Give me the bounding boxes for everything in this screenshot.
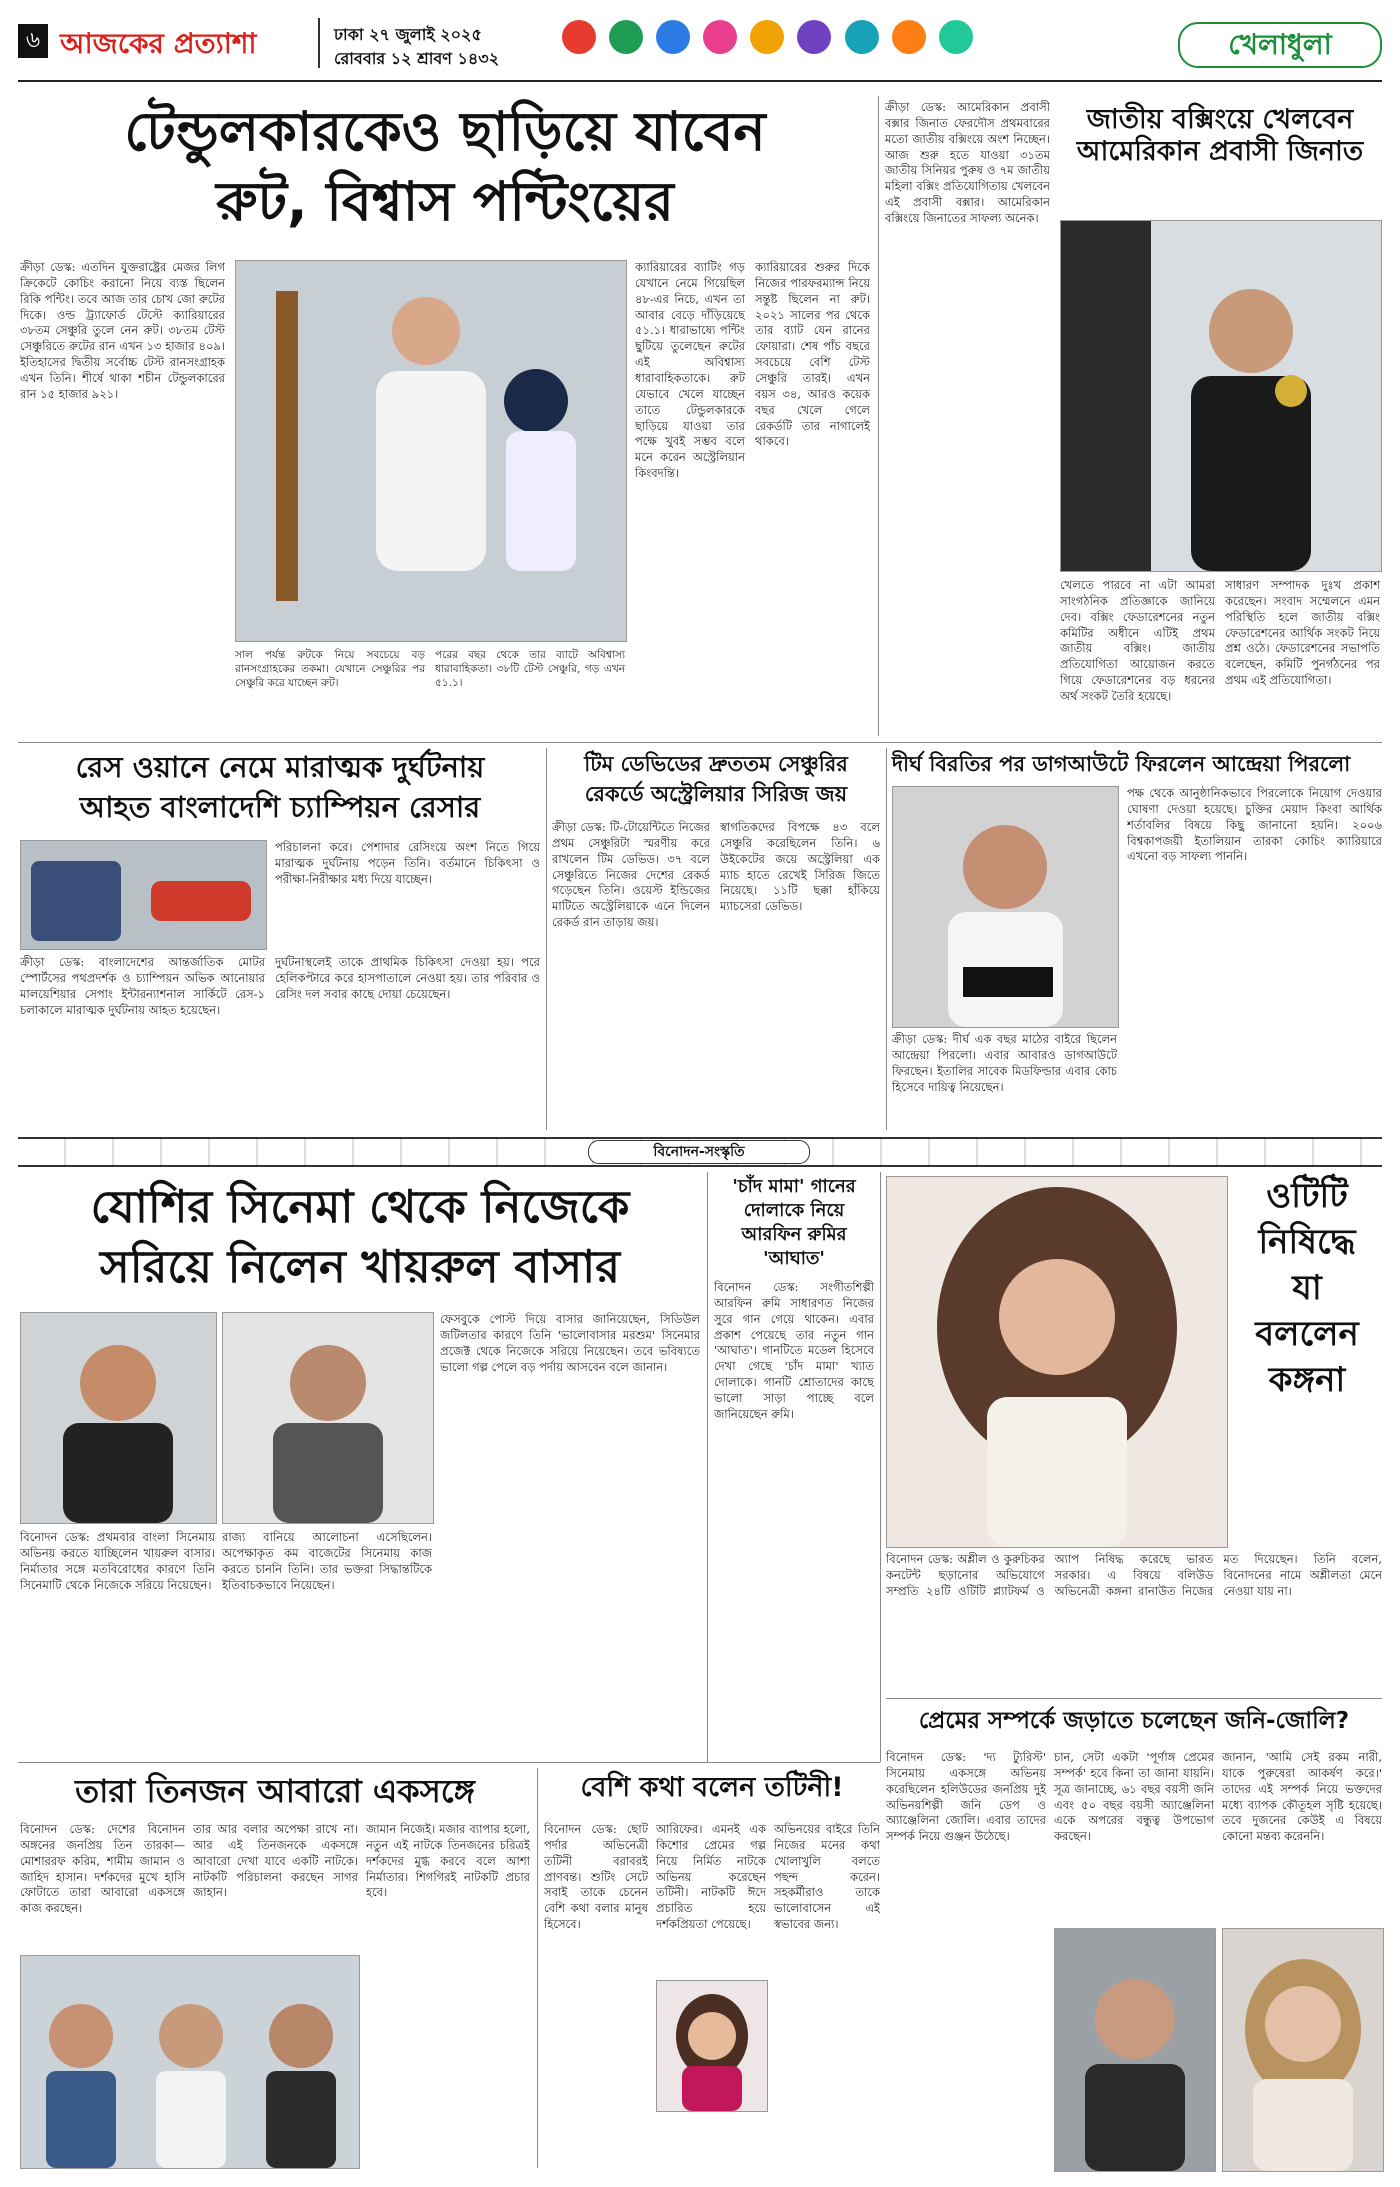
actor-illustration xyxy=(21,1313,216,1523)
actress-illustration xyxy=(887,1177,1227,1547)
jolie-photo xyxy=(1222,1928,1384,2172)
kangana-body: বিনোদন ডেস্ক: অশ্লীল ও কুরুচিকর কনটেন্ট ছড়ানোর অভিযোগে সম্প্রতি ২৪টি ওটিটি প্ল্যাটফর্ম ও অ্যাপ নিষিদ্ধ করেছে ভারত সরকার। এ বিষয়ে বলিউড অভিনেত্রী কঙ্গনা রানাউত নিজের মত দিয়েছেন। তিনি বলেন, বিনোদনের নামে অশ্লীলতা মেনে নেওয়া যায় না। xyxy=(886,1552,1382,1598)
kangana-photo xyxy=(886,1176,1228,1548)
root-photo xyxy=(235,260,627,642)
entertainment-strip xyxy=(18,1137,1382,1167)
cricketer-illustration xyxy=(236,261,626,641)
kangana-headline-line2: নিষিদ্ধে xyxy=(1258,1222,1356,1262)
bashar-photo-1 xyxy=(20,1312,217,1524)
chand-headline-line2: দোলাকে নিয়ে xyxy=(743,1200,845,1221)
david-headline-line1: টিম ডেভিডের দ্রুততম সেঞ্চুরির xyxy=(584,752,848,776)
zinat-body-bottom-1: খেলতে পারবে না এটা আমরা সাংগঠনিক প্রতিজ্ঞাকে জানিয়ে দেব। বক্সিং ফেডারেশনের নতুন কমিটির অধীনে এটিই প্রথম জাতীয় বক্সিং। জাতীয় প্রতিযোগিতা আয়োজন করতে গিয়ে ফেডারেশনের বড় ধরনের অর্থ সংকট তৈরি হয়েছে। xyxy=(1060,578,1215,704)
date-line-2: রোববার ১২ শ্রাবণ ১৪৩২ xyxy=(334,49,500,68)
three-body-col2: তার আর বলার অপেক্ষা রাখে না। আর এই তিনজনকে একসঙ্গে আবারো দেখা যাবে একটি নাটকে। নাটকটি পরিচালনা করছেন সাগর জাহান। xyxy=(193,1822,358,1900)
bashar-photo-2 xyxy=(222,1312,434,1524)
runner-icon xyxy=(562,20,596,54)
totini-photo xyxy=(656,1980,768,2112)
racer-body-col1: পরিচালনা করে। পেশাদার রেসিংয়ে অংশ নিতে গিয়ে মারাত্মক দুর্ঘটনায় পড়েন তিনি। বর্তমানে চিকিৎসা ও পরীক্ষা-নিরীক্ষার মধ্য দিয়ে যাচ্ছেন। xyxy=(275,840,540,886)
masthead xyxy=(18,14,1382,76)
coach-illustration xyxy=(893,787,1118,1027)
boxing-icon xyxy=(845,20,879,54)
actress-totini-illustration xyxy=(657,1981,767,2111)
pirlo-photo xyxy=(892,786,1119,1028)
lead-body-col2: ক্যারিয়ারের ব্যাটিং গড় যেখানে নেমে গিয়েছিল ৪৮-এর নিচে, এখন তা আবার বেড়ে দাঁড়িয়েছে ৫১.১। ধারাভাষ্যে পন্টিং ছুটিয়ে তুলেছেন রুটের এই অবিশ্বাস্য ধারাবাহিকতাকে। রুট যেভাবে খেলে যাচ্ছেন তাতে টেন্ডুলকারকে ছাড়িয়ে যাওয়া তার পক্ষে খুবই সম্ভব বলে মনে করেন অস্ট্রেলিয়ান কিংবদন্তি। xyxy=(635,260,745,481)
bashar-body-col3: ফেসবুকে পোস্ট দিয়ে বাসার জানিয়েছেন, সিডিউল জটিলতার কারণে তিনি 'ভালোবাসার মরশুম' সিনেমার প্রজেক্ট থেকে নিজেকে সরিয়ে নিয়েছেন। তবে ভবিষ্যতে ভালো গল্প পেলে বড় পর্দায় আসবেন বলে জানান। xyxy=(440,1312,700,1374)
racer-headline-line2: আহত বাংলাদেশি চ্যাম্পিয়ন রেসার xyxy=(79,790,481,824)
racer-body-lead: ক্রীড়া ডেস্ক: বাংলাদেশের আন্তর্জাতিক মোটর স্পোর্টসের পথপ্রদর্শক ও চ্যাম্পিয়ন অভিক আনোয়ার মালয়েশিয়ার সেপাং ইন্টারন্যাশনাল সার্কিটে রেস-১ চলাকালে মারাত্মক দুর্ঘটনায় আহত হয়েছেন। xyxy=(20,955,265,1017)
totini-headline: বেশি কথা বলেন তটিনী! xyxy=(580,1772,844,1803)
root-caption-left: সাল পর্যন্ত রুটকে নিয়ে সবচেয়ে বড় রানসংগ্রাহকের তকমা। যেখানে সেঞ্চুরির পর সেঞ্চুরি করে যাচ্ছেন রুট। xyxy=(235,649,425,690)
totini-body-col3: অভিনয়ের বাইরে তিনি নিজের মনের কথা খোলাখুলি বলতে পছন্দ করেন। সহকর্মীরাও তাকে ভালোবাসেন এই স্বভাবের জন্য। xyxy=(774,1822,880,1932)
jolie-headline: প্রেমের সম্পর্কে জড়াতে চলেছেন জনি-জোলি? xyxy=(918,1708,1350,1734)
kangana-headline-line4: বললেন xyxy=(1255,1314,1359,1354)
page-number: ৬ xyxy=(18,24,48,58)
racer-body-col2: দুর্ঘটনাস্থলেই তাকে প্রাথমিক চিকিৎসা দেওয়া হয়। পরে হেলিকপ্টারে করে হাসপাতালে নেওয়া হয়। তার পরিবার ও রেসিং দল সবার কাছে দোয়া চেয়েছেন। xyxy=(275,955,540,1001)
actor-depp-illustration xyxy=(1055,1929,1215,2171)
badminton-icon xyxy=(892,20,926,54)
entertainment-strip-label: বিনোদন-সংস্কৃতি xyxy=(588,1140,810,1164)
racer-photo xyxy=(20,840,267,950)
depp-photo xyxy=(1054,1928,1216,2172)
bashar-headline-line2: সরিয়ে নিলেন খায়রুল বাসার xyxy=(100,1240,620,1293)
bashar-body-col2: রাজ্য বানিয়ে আলোচনা এসেছিলেন। অপেক্ষাকৃত কম বাজেটের সিনেমায় কাজ করতে চাননি তিনি। তার ভক্তরা সিদ্ধান্তটিকে ইতিবাচকভাবে নিয়েছেন। xyxy=(222,1530,432,1592)
lead-headline-line1: টেন্ডুলকারকেও ছাড়িয়ে যাবেন xyxy=(124,100,766,163)
chand-headline-line1: 'চাঁদ মামা' গানের xyxy=(732,1176,856,1197)
zinat-photo xyxy=(1060,220,1382,572)
bashar-body-col1: বিনোদন ডেস্ক: প্রথমবার বাংলা সিনেমায় অভিনয় করতে যাচ্ছিলেন খায়রুল বাসার। নির্মাতার সঙ্গে মতবিরোধের কারণে তিনি সিনেমাটি থেকে নিজেকে সরিয়ে নিয়েছেন। xyxy=(20,1530,215,1592)
jolie-body-col3: জানান, 'আমি সেই রকম নারী, যাকে পুরুষেরা আকর্ষণ করে।' তাদের এই সম্পর্ক নিয়ে ভক্তদের মধ্যে ব্যাপক কৌতূহল সৃষ্টি হয়েছে। তবে দুজনের কেউই এ বিষয়ে কোনো মন্তব্য করেননি। xyxy=(1222,1750,1382,1844)
cycling-icon xyxy=(703,20,737,54)
sports-icons-banner xyxy=(558,20,1158,68)
root-caption-right: পরের বছর থেকে তার ব্যাটে অবিশ্বাস্য ধারাবাহিকতা। ৩৮টি টেস্ট সেঞ্চুরি, গড় এখন ৫১.১। xyxy=(435,649,625,690)
section-label: খেলাধুলা xyxy=(1178,22,1382,68)
totini-body-col1: বিনোদন ডেস্ক: ছোট পর্দার অভিনেত্রী তটিনী বরাবরই প্রাণবন্ত। শুটিং সেটে সবাই তাকে চেনেন বেশি কথা বলার মানুষ হিসেবে। xyxy=(544,1822,648,1932)
actor-illustration-2 xyxy=(223,1313,433,1523)
pirlo-body-col2: পক্ষ থেকে আনুষ্ঠানিকভাবে পিরলোকে নিয়োগ দেওয়ার ঘোষণা দেওয়া হয়েছে। চুক্তির মেয়াদ কিংবা আর্থিক শর্তাবলির বিষয়ে কিছু জানানো হয়নি। ২০০৬ বিশ্বকাপজয়ী ইতালিয়ান তারকা কোচিং ক্যারিয়ারে এখনো বড় সাফল্য পাননি। xyxy=(1127,786,1382,864)
pirlo-body-col1: ক্রীড়া ডেস্ক: দীর্ঘ এক বছর মাঠের বাইরে ছিলেন আন্দ্রেয়া পিরলো। এবার আবারও ডাগআউটে ফিরছেন। ইতালির সাবেক মিডফিল্ডার এবার কোচ হিসেবে দায়িত্ব নিয়েছেন। xyxy=(892,1032,1117,1094)
bashar-headline-line1: যোশির সিনেমা থেকে নিজেকে xyxy=(90,1180,630,1233)
david-body-col1: ক্রীড়া ডেস্ক: টি-টোয়েন্টিতে নিজের প্রথম সেঞ্চুরিটা স্মরণীয় করে রাখলেন টিম ডেভিড। ৩৭ বলে সেঞ্চুরিতে নিজের দেশের রেকর্ড গড়েছেন তিনি। ওয়েস্ট ইন্ডিজের মাটিতে অস্ট্রেলিয়াকে এনে দিলেন রেকর্ড রান তাড়ায় জয়। xyxy=(552,820,710,930)
kangana-headline-line3: যা xyxy=(1292,1268,1322,1308)
lead-body-col1: ক্রীড়া ডেস্ক: এতদিন যুক্তরাষ্ট্রের মেজর লিগ ক্রিকেটে কোচিং করানো নিয়ে ব্যস্ত ছিলেন রিকি পন্টিং। তবে আজ তার চোখ জো রুটের দিকে। ওল্ড ট্র্যাফোর্ড টেস্টে ক্যারিয়ারের ৩৮তম সেঞ্চুরি তুলে নেন রুট। ৩৮তম টেস্ট সেঞ্চুরিতে রুটের রান এখন ১৩ হাজার ৪০৯। ইতিহাসের দ্বিতীয় সর্বোচ্চ টেস্ট রানসংগ্রাহক এখন তিনি। শীর্ষে থাকা শচীন টেন্ডুলকারের রান ১৫ হাজার ৯২১। xyxy=(20,260,225,401)
actress-jolie-illustration xyxy=(1223,1929,1383,2171)
lead-body-col3: ক্যারিয়ারের শুরুর দিকে নিজের পারফরম্যান্স নিয়ে সন্তুষ্ট ছিলেন না রুট। ২০২১ সালের পর থেকে তার ব্যাট যেন রানের ফোয়ারা। শেষ পাঁচ বছরে সবচেয়ে বেশি টেস্ট সেঞ্চুরি তারই। এখন বয়স ৩৪, আরও কয়েক বছর খেলে গেলে রেকর্ডটি তার নাগালেই থাকবে। xyxy=(755,260,870,449)
david-headline-line2: রেকর্ডে অস্ট্রেলিয়ার সিরিজ জয় xyxy=(584,782,848,806)
chand-headline-line3: আরফিন রুমির xyxy=(741,1224,847,1245)
kangana-headline-line1: ওটিটি xyxy=(1266,1176,1348,1216)
david-body-col2: স্বাগতিকদের বিপক্ষে ৪৩ বলে সেঞ্চুরি করেছিলেন তিনি। ৬ উইকেটের জয়ে অস্ট্রেলিয়া এক ম্যাচ হাতে রেখেই সিরিজ জিতে নিয়েছে। ১১টি ছক্কা হাঁকিয়ে ম্যাচসেরা ডেভিড। xyxy=(720,820,880,914)
jolie-body-col1: বিনোদন ডেস্ক: 'দ্য ট্যুরিস্ট' সিনেমায় একসঙ্গে অভিনয় করেছিলেন হলিউডের জনপ্রিয় দুই অভিনয়শিল্পী জনি ডেপ ও অ্যাঞ্জেলিনা জোলি। এবার তাদের সম্পর্ক নিয়ে গুঞ্জন উঠেছে। xyxy=(886,1750,1046,1844)
cricket-icon xyxy=(656,20,690,54)
football-icon xyxy=(609,20,643,54)
three-actors-illustration xyxy=(21,1956,359,2168)
chand-headline-line4: 'আঘাত' xyxy=(763,1248,825,1269)
three-actors-photo xyxy=(20,1955,360,2169)
zinat-headline: জাতীয় বক্সিংয়ে খেলবেন আমেরিকান প্রবাসী জিনাত xyxy=(1076,104,1364,168)
chand-body: বিনোদন ডেস্ক: সংগীতশিল্পী আরফিন রুমি সাধারণত নিজের সুরে গান গেয়ে থাকেন। এবার প্রকাশ পেয়েছে তার নতুন গান 'আঘাত'। গানটিতে মডেল হিসেবে দেখা গেছে 'চাঁদ মামা' খ্যাত দোলাকে। গানটি শ্রোতাদের কাছে ভালো সাড়া পাচ্ছে বলে জানিয়েছেন রুমি। xyxy=(714,1280,874,1421)
date-line-1: ঢাকা ২৭ জুলাই ২০২৫ xyxy=(334,25,482,44)
paper-name: আজকের প্রত্যাশা xyxy=(60,27,257,60)
zinat-body-bottom-2: সাধারণ সম্পাদক দুঃখ প্রকাশ করেছেন। সংবাদ সম্মেলনে এমন পরিস্থিতি হলে জাতীয় বক্সিং ফেডারেশনের আর্থিক সংকট নিয়ে প্রশ্ন ওঠে। ফেডারেশনের সভাপতি বলেছেন, কমিটি পুনর্গঠনের পর প্রথম এই প্রতিযোগিতা। xyxy=(1225,578,1380,688)
three-body-col1: বিনোদন ডেস্ক: দেশের বিনোদন অঙ্গনের জনপ্রিয় তিন তারকা— মোশাররফ করিম, শামীম জামান ও জাহিদ হাসান। দর্শকদের মুখে হাসি ফোটাতে তারা আবারো একসঙ্গে কাজ করছেন। xyxy=(20,1822,185,1916)
racer-headline-line1: রেস ওয়ানে নেমে মারাত্মক দুর্ঘটনায় xyxy=(75,750,485,784)
three-body-col3: জামান নিজেই। মজার ব্যাপার হলো, নতুন এই নাটকে তিনজনের চরিত্রই দর্শকদের মুগ্ধ করবে বলে আশা নির্মাতার। শিগগিরই নাটকটি প্রচার হবে। xyxy=(366,1822,530,1900)
lead-headline-line2: রুট, বিশ্বাস পন্টিংয়ের xyxy=(216,170,674,233)
totini-body-col2: আরিফের। এমনই এক কিশোর প্রেমের গল্প নিয়ে নির্মিত নাটকে অভিনয় করেছেন তটিনী। নাটকটি ঈদে প্রচারিত হয়ে দর্শকপ্রিয়তা পেয়েছে। xyxy=(656,1822,766,1932)
pirlo-headline: দীর্ঘ বিরতির পর ডাগআউটে ফিরলেন আন্দ্রেয়া পিরলো xyxy=(892,752,1351,776)
boxer-illustration xyxy=(1061,221,1381,571)
jolie-body-col2: চান, সেটা একটা 'পূর্ণাঙ্গ প্রেমের সম্পর্ক' হবে কিনা তা জানা যায়নি। সূত্র জানাচ্ছে, ৬১ বছর বয়সী জনি এবং ৫০ বছর বয়সী অ্যাঞ্জেলিনা একে অপরের বন্ধুত্ব উপভোগ করছেন। xyxy=(1054,1750,1214,1844)
tennis-icon xyxy=(797,20,831,54)
basketball-icon xyxy=(939,20,973,54)
zinat-body-top: ক্রীড়া ডেস্ক: আমেরিকান প্রবাসী বক্সার জিনাত ফেরদৌস প্রথমবারের মতো জাতীয় বক্সিংয়ে অংশ নিচ্ছেন। আজ শুরু হতে যাওয়া ৩১তম জাতীয় সিনিয়র পুরুষ ও ৭ম জাতীয় মহিলা বক্সিং প্রতিযোগিতায় খেলবেন এই প্রবাসী বক্সার। আমেরিকান বক্সিংয়ে জিনাতের সাফল্য অনেক। xyxy=(885,100,1050,226)
racing-crash-illustration xyxy=(21,841,266,949)
kangana-headline-line5: কঙ্গনা xyxy=(1268,1360,1346,1400)
hockey-icon xyxy=(750,20,784,54)
three-headline: তারা তিনজন আবারো একসঙ্গে xyxy=(75,1772,475,1810)
